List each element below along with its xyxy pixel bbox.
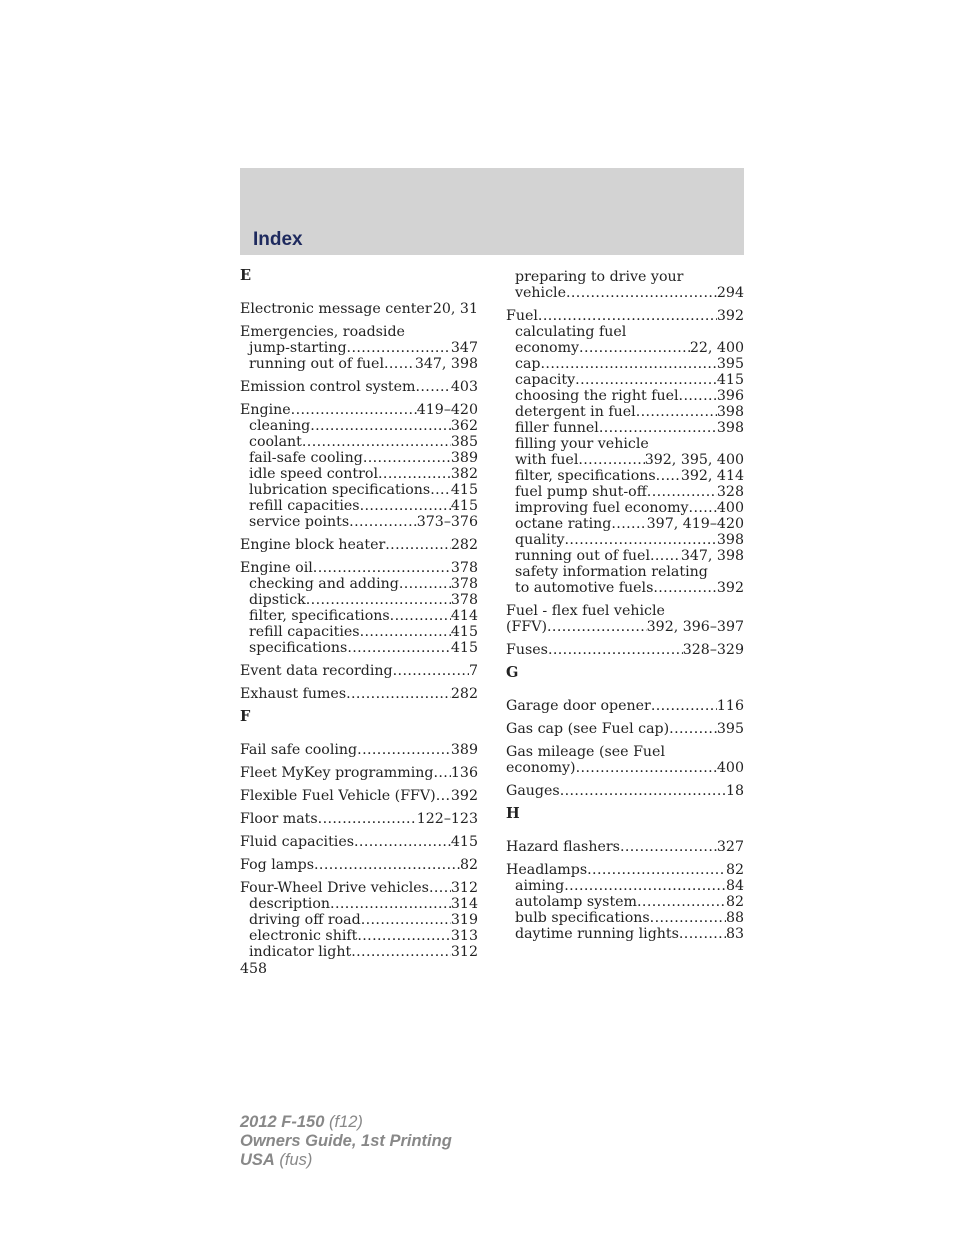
dot-leader bbox=[548, 642, 683, 658]
index-entry bbox=[240, 686, 478, 702]
footer-market-code: (fus) bbox=[274, 1151, 313, 1169]
dot-leader bbox=[310, 418, 451, 434]
entry-text: Fuel - flex fuel vehicle bbox=[506, 603, 665, 619]
dot-leader bbox=[679, 926, 726, 942]
dot-leader bbox=[354, 834, 451, 850]
entry-text: Fail safe cooling bbox=[240, 742, 358, 758]
entry-text: lubrication specifications bbox=[249, 482, 431, 498]
index-line bbox=[240, 834, 478, 850]
dot-leader bbox=[650, 548, 681, 564]
entry-text: running out of fuel bbox=[249, 356, 384, 372]
footer-edition: Owners Guide, 1st Printing bbox=[240, 1132, 452, 1150]
index-entry bbox=[240, 788, 478, 804]
entry-text: Hazard flashers bbox=[506, 839, 620, 855]
page-reference: 312 bbox=[450, 944, 478, 960]
page-reference: 398 bbox=[716, 532, 744, 548]
header-band bbox=[240, 168, 744, 255]
entry-text: autolamp system bbox=[515, 894, 638, 910]
entry-text: Fuses bbox=[506, 642, 548, 658]
dot-leader bbox=[314, 857, 460, 873]
index-subentry bbox=[506, 340, 744, 356]
entry-text: filler funnel bbox=[515, 420, 599, 436]
page-reference: 82 bbox=[725, 894, 744, 910]
index-subentry bbox=[506, 285, 744, 301]
page-reference: 327 bbox=[716, 839, 744, 855]
index-subentry bbox=[506, 420, 744, 436]
page-reference: 419–420 bbox=[416, 402, 478, 418]
entry-text: driving off road bbox=[249, 912, 361, 928]
dot-leader bbox=[620, 839, 717, 855]
section-letter: H bbox=[506, 805, 520, 822]
entry-text: Garage door opener bbox=[506, 698, 651, 714]
dot-leader bbox=[393, 663, 469, 679]
index-subentry bbox=[506, 910, 744, 926]
index-line bbox=[240, 880, 478, 896]
page-reference: 398 bbox=[716, 404, 744, 420]
page-reference: 392, 414 bbox=[680, 468, 744, 484]
dot-leader bbox=[560, 783, 726, 799]
index-subentry bbox=[240, 482, 478, 498]
page-reference: 395 bbox=[716, 721, 744, 737]
page-reference: 312 bbox=[450, 880, 478, 896]
index-subentry bbox=[240, 944, 478, 960]
page-reference: 88 bbox=[725, 910, 744, 926]
index-entry bbox=[240, 560, 478, 656]
index-line bbox=[240, 560, 478, 576]
dot-leader bbox=[578, 452, 644, 468]
page-reference: 319 bbox=[450, 912, 478, 928]
dot-leader bbox=[363, 450, 451, 466]
entry-text: filling your vehicle bbox=[515, 436, 649, 452]
page-reference: 347, 398 bbox=[680, 548, 744, 564]
page-reference: 392 bbox=[716, 308, 744, 324]
entry-text: Fleet MyKey programming bbox=[240, 765, 434, 781]
page-reference: 362 bbox=[450, 418, 478, 434]
index-entry bbox=[240, 742, 478, 758]
index-subentry bbox=[506, 500, 744, 516]
index-subentry bbox=[506, 580, 744, 596]
entry-text: Exhaust fumes bbox=[240, 686, 347, 702]
page-reference: 415 bbox=[716, 372, 744, 388]
dot-leader bbox=[564, 878, 726, 894]
entry-text: fail-safe cooling bbox=[249, 450, 363, 466]
dot-leader bbox=[360, 624, 451, 640]
index-subentry bbox=[240, 340, 478, 356]
entry-text: preparing to drive your bbox=[515, 269, 684, 285]
index-entry bbox=[506, 642, 744, 658]
dot-leader bbox=[399, 576, 451, 592]
entry-text: calculating fuel bbox=[515, 324, 627, 340]
page-reference: 83 bbox=[725, 926, 744, 942]
index-line bbox=[240, 663, 478, 679]
index-subentry bbox=[240, 608, 478, 624]
index-line bbox=[240, 324, 478, 340]
page-number: 458 bbox=[240, 961, 268, 977]
index-line bbox=[240, 402, 478, 418]
page-reference: 400 bbox=[716, 500, 744, 516]
page-reference: 382 bbox=[450, 466, 478, 482]
index-entry bbox=[506, 783, 744, 799]
page-reference: 396 bbox=[716, 388, 744, 404]
index-subentry bbox=[506, 878, 744, 894]
page-reference: 7 bbox=[468, 663, 478, 679]
entry-text: Four-Wheel Drive vehicles bbox=[240, 880, 429, 896]
index-entry bbox=[240, 663, 478, 679]
index-entry bbox=[506, 269, 744, 301]
index-subentry bbox=[240, 418, 478, 434]
dot-leader bbox=[346, 686, 451, 702]
index-entry bbox=[240, 301, 478, 317]
page-title: Index bbox=[253, 229, 303, 250]
dot-leader bbox=[306, 592, 451, 608]
entry-text: description bbox=[249, 896, 331, 912]
page-reference: 395 bbox=[716, 356, 744, 372]
dot-leader bbox=[651, 698, 717, 714]
index-subentry bbox=[506, 436, 744, 452]
index-line bbox=[240, 379, 478, 395]
index-subentry bbox=[506, 388, 744, 404]
index-line bbox=[506, 783, 744, 799]
index-entry bbox=[506, 721, 744, 737]
index-subentry bbox=[240, 896, 478, 912]
entry-text: Headlamps bbox=[506, 862, 588, 878]
index-subentry bbox=[240, 434, 478, 450]
entry-text: Gauges bbox=[506, 783, 560, 799]
entry-text: quality bbox=[515, 532, 565, 548]
dot-leader bbox=[429, 880, 451, 896]
entry-text: octane rating bbox=[515, 516, 612, 532]
page-reference: 378 bbox=[450, 560, 478, 576]
dot-leader bbox=[656, 468, 681, 484]
section-letter: F bbox=[240, 708, 251, 725]
page-reference: 282 bbox=[450, 537, 478, 553]
footer-line-market bbox=[240, 1151, 452, 1170]
index-line bbox=[506, 744, 744, 760]
page-reference: 414 bbox=[450, 608, 478, 624]
entry-text: Fog lamps bbox=[240, 857, 315, 873]
entry-text: (FFV) bbox=[506, 619, 548, 635]
entry-text: Engine block heater bbox=[240, 537, 386, 553]
index-line bbox=[506, 839, 744, 855]
page-reference: 392 bbox=[450, 788, 478, 804]
entry-text: daytime running lights bbox=[515, 926, 679, 942]
page-reference: 400 bbox=[716, 760, 744, 776]
page-reference: 378 bbox=[450, 592, 478, 608]
index-line bbox=[240, 788, 478, 804]
index-subentry bbox=[240, 514, 478, 530]
index-subentry bbox=[240, 912, 478, 928]
dot-leader bbox=[385, 537, 451, 553]
section-letter: G bbox=[506, 664, 519, 681]
index-entry bbox=[240, 765, 478, 781]
footer-market: USA bbox=[240, 1151, 275, 1169]
page-reference: 20, 31 bbox=[432, 301, 478, 317]
index-entry bbox=[240, 857, 478, 873]
entry-text: Emergencies, roadside bbox=[240, 324, 405, 340]
page-reference: 397, 419–420 bbox=[646, 516, 744, 532]
index-subentry bbox=[506, 324, 744, 340]
page-reference: 403 bbox=[450, 379, 478, 395]
index-subentry bbox=[506, 548, 744, 564]
entry-text: electronic shift bbox=[249, 928, 358, 944]
entry-text: checking and adding bbox=[249, 576, 399, 592]
entry-text: Engine oil bbox=[240, 560, 313, 576]
index-subentry bbox=[240, 592, 478, 608]
dot-leader bbox=[302, 434, 451, 450]
dot-leader bbox=[637, 894, 726, 910]
entry-text: refill capacities bbox=[249, 624, 360, 640]
dot-leader bbox=[611, 516, 646, 532]
dot-leader bbox=[436, 788, 451, 804]
dot-leader bbox=[599, 420, 717, 436]
entry-text: specifications bbox=[249, 640, 348, 656]
index-subentry bbox=[506, 926, 744, 942]
dot-leader bbox=[679, 388, 717, 404]
index-line bbox=[506, 642, 744, 658]
entry-text: running out of fuel bbox=[515, 548, 650, 564]
entry-text: capacity bbox=[515, 372, 576, 388]
entry-text: cleaning bbox=[249, 418, 311, 434]
dot-leader bbox=[357, 742, 451, 758]
index-subentry bbox=[240, 928, 478, 944]
index-entry bbox=[240, 402, 478, 530]
index-subentry bbox=[240, 576, 478, 592]
dot-leader bbox=[390, 608, 451, 624]
index-line bbox=[240, 811, 478, 827]
index-subentry bbox=[240, 356, 478, 372]
index-line bbox=[240, 301, 478, 317]
entry-text: refill capacities bbox=[249, 498, 360, 514]
page-reference: 314 bbox=[450, 896, 478, 912]
entry-text: with fuel bbox=[515, 452, 579, 468]
index-column-left bbox=[240, 268, 478, 967]
dot-leader bbox=[587, 862, 726, 878]
index-subentry bbox=[240, 450, 478, 466]
dot-leader bbox=[538, 308, 717, 324]
dot-leader bbox=[566, 285, 717, 301]
index-subentry bbox=[506, 564, 744, 580]
page-reference: 84 bbox=[725, 878, 744, 894]
entry-text: filter, specifications bbox=[515, 468, 656, 484]
entry-text: service points bbox=[249, 514, 350, 530]
index-line bbox=[506, 862, 744, 878]
index-subentry bbox=[240, 624, 478, 640]
entry-text: Floor mats bbox=[240, 811, 318, 827]
page-reference: 313 bbox=[450, 928, 478, 944]
page-reference: 22, 400 bbox=[689, 340, 744, 356]
page-reference: 82 bbox=[725, 862, 744, 878]
index-entry bbox=[240, 811, 478, 827]
index-entry bbox=[506, 603, 744, 635]
index-subentry bbox=[506, 468, 744, 484]
dot-leader bbox=[361, 912, 451, 928]
page-reference: 392 bbox=[716, 580, 744, 596]
entry-text: Fuel bbox=[506, 308, 538, 324]
dot-leader bbox=[669, 721, 717, 737]
page-reference: 385 bbox=[450, 434, 478, 450]
entry-text: choosing the right fuel bbox=[515, 388, 679, 404]
entry-text: Gas cap (see Fuel cap) bbox=[506, 721, 670, 737]
page-reference: 82 bbox=[459, 857, 478, 873]
entry-text: economy) bbox=[506, 760, 576, 776]
entry-text: economy bbox=[515, 340, 580, 356]
entry-text: coolant bbox=[249, 434, 302, 450]
entry-text: detergent in fuel bbox=[515, 404, 636, 420]
entry-text: Gas mileage (see Fuel bbox=[506, 744, 665, 760]
index-subentry bbox=[240, 498, 478, 514]
index-column-right bbox=[506, 269, 744, 949]
page-reference: 18 bbox=[725, 783, 744, 799]
entry-text: to automotive fuels bbox=[515, 580, 654, 596]
index-line bbox=[240, 742, 478, 758]
page-reference: 415 bbox=[450, 482, 478, 498]
entry-text: aiming bbox=[515, 878, 565, 894]
index-line bbox=[240, 537, 478, 553]
page-reference: 389 bbox=[450, 742, 478, 758]
dot-leader bbox=[647, 484, 717, 500]
dot-leader bbox=[653, 580, 717, 596]
entry-text: Event data recording bbox=[240, 663, 393, 679]
page-reference: 116 bbox=[716, 698, 744, 714]
dot-leader bbox=[650, 910, 726, 926]
entry-text: Fluid capacities bbox=[240, 834, 354, 850]
entry-text: safety information relating bbox=[515, 564, 708, 580]
index-subentry bbox=[506, 356, 744, 372]
index-entry bbox=[506, 839, 744, 855]
index-entry bbox=[506, 862, 744, 942]
page-reference: 415 bbox=[450, 834, 478, 850]
index-entry bbox=[240, 537, 478, 553]
dot-leader bbox=[313, 560, 451, 576]
entry-text: Engine bbox=[240, 402, 291, 418]
page-reference: 373–376 bbox=[416, 514, 478, 530]
dot-leader bbox=[330, 896, 451, 912]
entry-text: cap bbox=[515, 356, 541, 372]
page-reference: 389 bbox=[450, 450, 478, 466]
dot-leader bbox=[636, 404, 717, 420]
index-entry bbox=[240, 834, 478, 850]
index-line bbox=[240, 686, 478, 702]
index-subentry bbox=[506, 516, 744, 532]
page-reference: 328 bbox=[716, 484, 744, 500]
page-reference: 415 bbox=[450, 498, 478, 514]
index-entry bbox=[506, 308, 744, 596]
dot-leader bbox=[576, 760, 717, 776]
dot-leader bbox=[351, 944, 451, 960]
footer-line-model bbox=[240, 1113, 452, 1132]
page-reference: 392, 395, 400 bbox=[644, 452, 744, 468]
index-line bbox=[506, 603, 744, 619]
index-line bbox=[506, 721, 744, 737]
page-reference: 392, 396–397 bbox=[646, 619, 744, 635]
page-reference: 294 bbox=[716, 285, 744, 301]
index-entry bbox=[506, 698, 744, 714]
dot-leader bbox=[547, 619, 647, 635]
index-entry bbox=[240, 379, 478, 395]
dot-leader bbox=[360, 498, 451, 514]
page-reference: 398 bbox=[716, 420, 744, 436]
dot-leader bbox=[430, 482, 451, 498]
page-reference: 282 bbox=[450, 686, 478, 702]
index-line bbox=[506, 308, 744, 324]
entry-text: vehicle bbox=[515, 285, 566, 301]
dot-leader bbox=[579, 340, 690, 356]
dot-leader bbox=[347, 640, 451, 656]
index-subentry bbox=[240, 640, 478, 656]
section-letter: E bbox=[240, 267, 252, 284]
entry-text: bulb specifications bbox=[515, 910, 650, 926]
page-reference: 415 bbox=[450, 640, 478, 656]
entry-text: jump-starting bbox=[249, 340, 347, 356]
page-reference: 136 bbox=[450, 765, 478, 781]
entry-text: indicator light bbox=[249, 944, 352, 960]
page-reference: 347, 398 bbox=[414, 356, 478, 372]
dot-leader bbox=[415, 379, 450, 395]
entry-text: Flexible Fuel Vehicle (FFV) bbox=[240, 788, 436, 804]
entry-text: fuel pump shut-off bbox=[515, 484, 647, 500]
index-subentry bbox=[506, 269, 744, 285]
page-reference: 378 bbox=[450, 576, 478, 592]
dot-leader bbox=[349, 514, 417, 530]
dot-leader bbox=[347, 340, 451, 356]
page-reference: 328–329 bbox=[682, 642, 744, 658]
index-line bbox=[506, 698, 744, 714]
index-line bbox=[506, 760, 744, 776]
index-subentry bbox=[506, 484, 744, 500]
entry-text: idle speed control bbox=[249, 466, 378, 482]
dot-leader bbox=[689, 500, 717, 516]
entry-text: filter, specifications bbox=[249, 608, 390, 624]
index-entry bbox=[506, 744, 744, 776]
page-reference: 347 bbox=[450, 340, 478, 356]
dot-leader bbox=[318, 811, 417, 827]
entry-text: improving fuel economy bbox=[515, 500, 689, 516]
index-subentry bbox=[506, 372, 744, 388]
index-subentry bbox=[506, 894, 744, 910]
index-line bbox=[506, 619, 744, 635]
dot-leader bbox=[541, 356, 717, 372]
entry-text: Electronic message center bbox=[240, 301, 432, 317]
dot-leader bbox=[357, 928, 451, 944]
dot-leader bbox=[384, 356, 415, 372]
index-line bbox=[240, 765, 478, 781]
index-line bbox=[240, 857, 478, 873]
dot-leader bbox=[433, 765, 450, 781]
index-entry bbox=[240, 880, 478, 960]
index-subentry bbox=[506, 404, 744, 420]
index-subentry bbox=[240, 466, 478, 482]
dot-leader bbox=[564, 532, 716, 548]
entry-text: dipstick bbox=[249, 592, 306, 608]
page-reference: 415 bbox=[450, 624, 478, 640]
footer-model: 2012 F-150 bbox=[240, 1113, 325, 1131]
index-entry bbox=[240, 324, 478, 372]
dot-leader bbox=[291, 402, 417, 418]
footer-model-code: (f12) bbox=[324, 1113, 363, 1131]
index-subentry bbox=[506, 532, 744, 548]
entry-text: Emission control system bbox=[240, 379, 416, 395]
dot-leader bbox=[575, 372, 717, 388]
dot-leader bbox=[378, 466, 451, 482]
index-subentry bbox=[506, 452, 744, 468]
page-reference: 122–123 bbox=[416, 811, 478, 827]
footer bbox=[240, 1113, 452, 1170]
